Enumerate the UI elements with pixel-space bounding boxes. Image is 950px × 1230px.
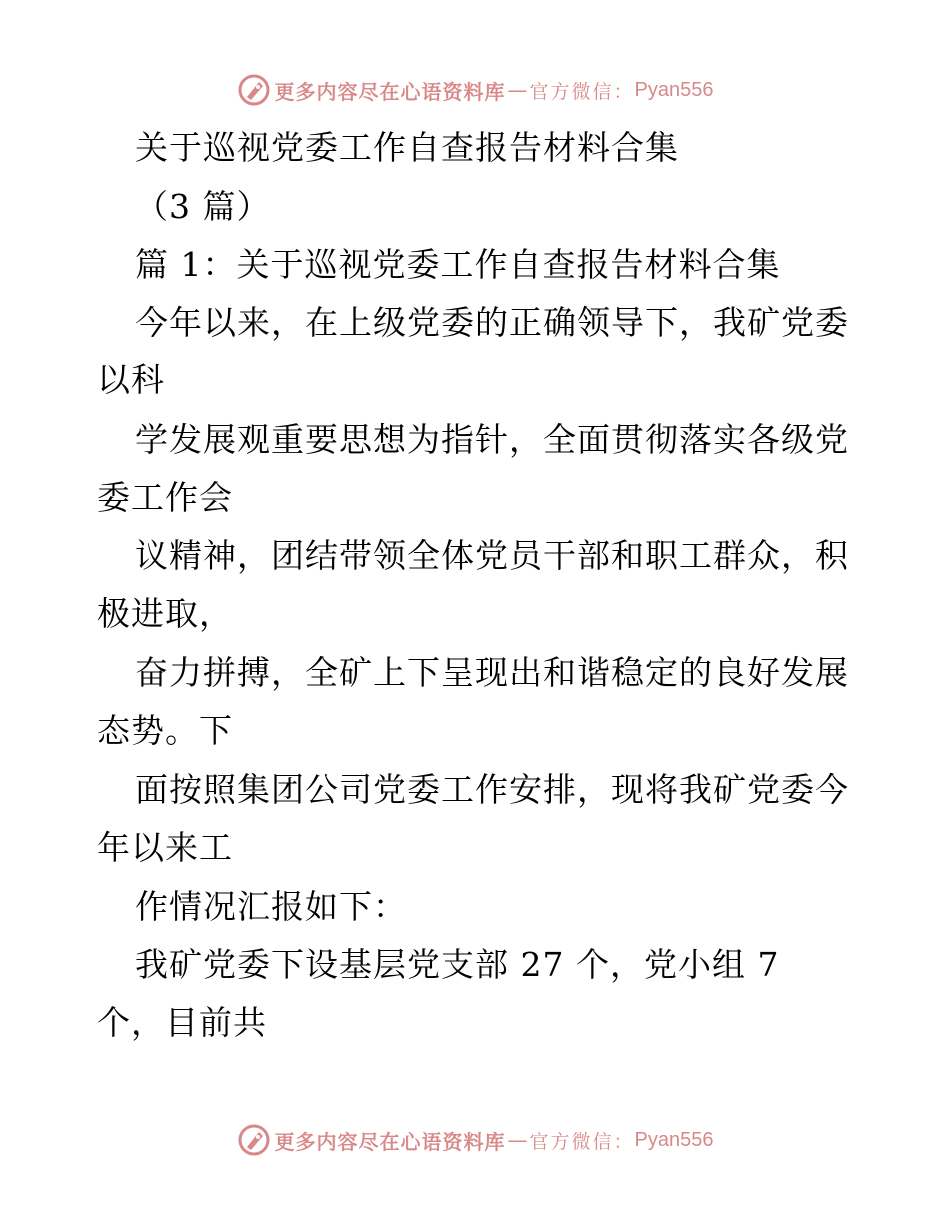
header-watermark	[0, 70, 950, 110]
banner-dash: —	[507, 78, 528, 102]
banner-wechat-label: 官方微信：	[529, 1130, 635, 1153]
paragraph-line: 议精神，团结带领全体党员干部和职工群众，积	[135, 536, 849, 575]
paragraph-line: 学发展观重要思想为指针，全面贯彻落实各级党	[135, 420, 849, 459]
banner-wechat-id: Pyan556	[634, 78, 714, 101]
paragraph-line: 奋力拼搏，全矿上下呈现出和谐稳定的良好发展	[135, 653, 849, 692]
paragraph-line: 今年以来，在上级党委的正确领导下，我矿党委	[135, 303, 849, 342]
section-heading: 篇 1：关于巡视党委工作自查报告材料合集	[135, 245, 781, 284]
banner-site-name: 更多内容尽在心语资料库	[274, 1129, 506, 1154]
paragraph-line: 面按照集团公司党委工作安排，现将我矿党委今	[135, 770, 849, 809]
paragraph-line: 年以来工	[97, 828, 233, 867]
paragraph-line: 以科	[97, 360, 165, 399]
document-title: 关于巡视党委工作自查报告材料合集	[135, 128, 679, 167]
banner-site-name: 更多内容尽在心语资料库	[274, 79, 506, 104]
banner-dash: —	[507, 1128, 528, 1152]
paragraph-line: 我矿党委下设基层党支部 27 个，党小组 7	[135, 945, 780, 984]
paragraph-line: 委工作会	[97, 478, 233, 517]
paragraph-line: 个，目前共	[97, 1003, 267, 1042]
banner-wechat-id: Pyan556	[634, 1128, 714, 1151]
banner-wechat-label: 官方微信：	[529, 80, 635, 103]
pen-logo-icon	[237, 1123, 271, 1157]
footer-watermark	[0, 1120, 950, 1160]
paragraph-line: 作情况汇报如下：	[135, 887, 407, 926]
document-subtitle: （3 篇）	[135, 187, 271, 226]
paragraph-line: 态势。下	[97, 711, 233, 750]
paragraph-line: 极进取，	[97, 594, 233, 633]
pen-logo-icon	[237, 73, 271, 107]
